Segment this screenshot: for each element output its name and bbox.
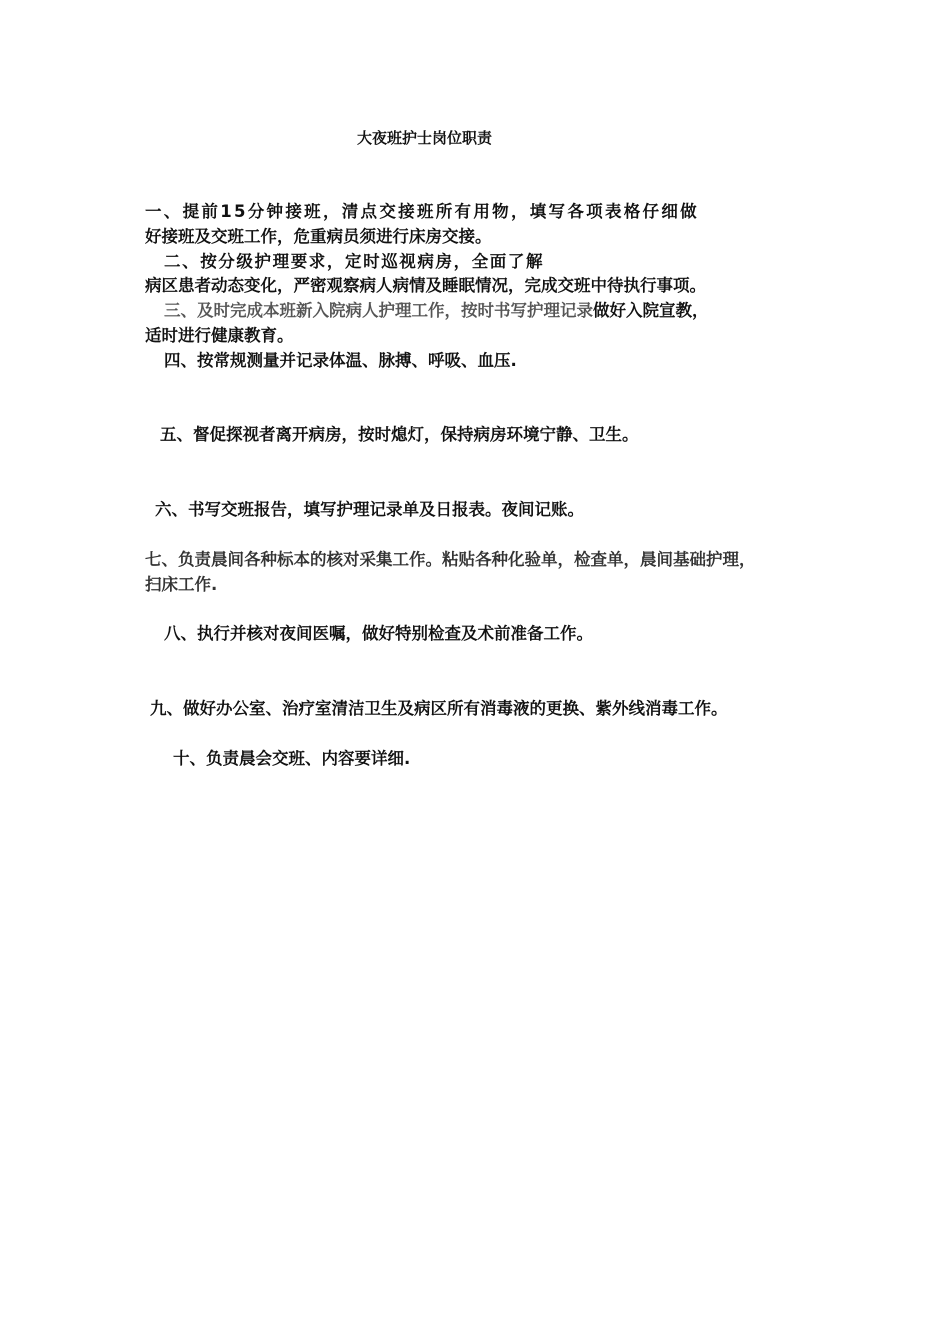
item-7-line-2: 扫床工作. [145, 575, 218, 594]
item-2-line-1: 二、按分级护理要求，定时巡视病房，全面了解 [164, 252, 545, 271]
item-3-line-1-part-b: 做好入院宣教， [593, 301, 709, 320]
item-2-line-2: 病区患者动态变化，严密观察病人病情及睡眠情况，完成交班中待执行事项。 [145, 276, 706, 295]
document-title: 大夜班护士岗位职责 [357, 129, 493, 147]
item-3-line-1 [164, 301, 709, 321]
item-1-line-1: 一、提前15分钟接班，清点交接班所有用物，填写各项表格仔细做 [145, 202, 699, 221]
item-3-line-2: 适时进行健康教育。 [145, 326, 294, 345]
item-4-line-1: 四、按常规测量并记录体温、脉搏、呼吸、血压. [164, 351, 517, 370]
item-6-line-1: 六、书写交班报告，填写护理记录单及日报表。夜间记账。 [155, 500, 584, 519]
item-1-line-2: 好接班及交班工作，危重病员须进行床房交接。 [145, 227, 492, 246]
item-3-line-1-part-a: 三、及时完成本班新入院病人护理工作，按时书写护理记录 [164, 301, 593, 320]
item-8-line-1: 八、执行并核对夜间医嘱，做好特别检查及术前准备工作。 [164, 624, 593, 643]
item-5-line-1: 五、督促探视者离开病房，按时熄灯，保持病房环境宁静、卫生。 [160, 425, 639, 444]
item-9-line-1: 九、做好办公室、治疗室清洁卫生及病区所有消毒液的更换、紫外线消毒工作。 [150, 699, 728, 718]
item-7-line-1: 七、负责晨间各种标本的核对采集工作。粘贴各种化验单，检查单，晨间基础护理， [145, 550, 756, 569]
item-10-line-1: 十、负责晨会交班、内容要详细. [173, 749, 411, 768]
